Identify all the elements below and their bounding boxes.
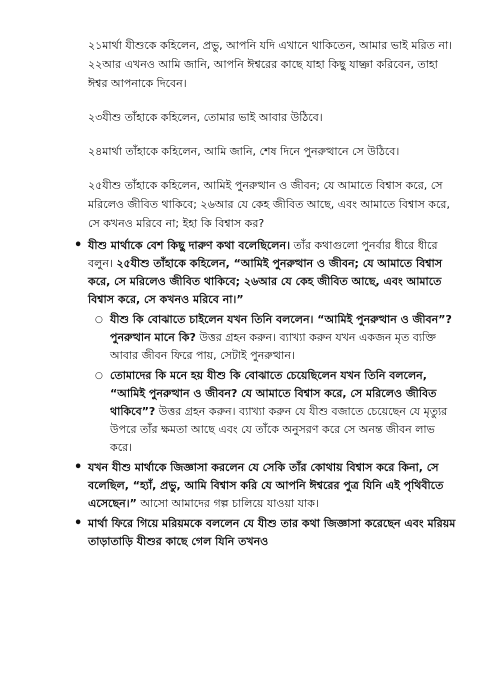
- bullet-item-2: [88, 459, 457, 513]
- sub-item-1: [110, 311, 457, 365]
- sub-1-question: যীশু কি বোঝাতে চাইলেন যখন তিনি বললেন। “আমিই পুনরুত্থান ও জীবন”? পুনরুত্থান মানে কি?: [110, 313, 452, 344]
- verse-paragraph-25-26: ২৫যীশু তাঁহাকে কহিলেন, আমিই পুনরুত্থান ও জীবন; যে আমাতে বিশ্বাস করে, সে মরিলেও জীবিত থাকিবে; ২৬আর যে কেহ জীবিত আছে, এবং আমাতে বিশ্বাস করে, সে কখনও মরিবে না; ইহা কি বিশ্বাস কর?: [88, 179, 450, 230]
- bullet-2-normal: আসো আমাদের গল্প চালিয়ে যাওয়া যাক।: [136, 497, 319, 510]
- sub-1-answer: উত্তর গ্রহন করুন। ব্যাখ্যা করুন যখন একজন মৃত ব্যক্তি আবার জীবন ফিরে পায়, সেটাই পুনরুত্থান।: [110, 331, 436, 362]
- sub-2-answer: উত্তর গ্রহন করুন। ব্যাখ্যা করুন যে যীশু বজাতে চেয়েছেন যে মৃত্যুর উপরে তাঁর ক্ষমতা আছে এবং যে তাঁকে অনুসরণ করে সে অনন্ত জীবন লাভ করে।: [110, 405, 448, 454]
- sub-2-question: তোমাদের কি মনে হয় যীশু কি বোঝাতে চেয়েছিলেন যখন তিনি বললেন, “আমিই পুনরুত্থান ও জীবন? যে আমাতে বিশ্বাস করে, সে মরিলেও জীবিত থাকিবে”?: [110, 369, 437, 418]
- verse-paragraph-23: ২৩যীশু তাঁহাকে কহিলেন, তোমার ভাই আবার উঠিবে।: [88, 111, 323, 124]
- verse-paragraph-24: ২৪মার্থা তাঁহাকে কহিলেন, আমি জানি, শেষ দিনে পুনরুত্থানে সে উঠিবে।: [88, 145, 400, 158]
- bullet-1-sub-list: [88, 311, 457, 457]
- bullet-1-bold-lead: যীশু মার্থাকে বেশ কিছু দারুণ কথা বলেছিলেন।: [88, 239, 290, 252]
- teaching-bullet-list: [88, 237, 457, 551]
- bullet-item-1: [88, 237, 457, 457]
- bullet-1-bold-quote: ২৫যীশু তাঁহাকে কহিলেন, “আমিই পুনরুত্থান ও জীবন; যে আমাতে বিশ্বাস করে, সে মরিলেও জীবিত থাকিবে; ২৬আর যে কেহ জীবিত আছে, এবং আমাতে বিশ্বাস করে, সে কখনও মরিবে না।”: [88, 257, 443, 306]
- bullet-3-bold-lead: মার্থা ফিরে গিয়ে মরিয়মকে বললেন যে যীশু তার কথা জিজ্ঞাসা করেছেন এবং মরিয়ম তাড়াতাড়ি যীশুর কাছে গেল যিনি তখনও: [88, 517, 456, 548]
- sub-item-2: [110, 367, 457, 457]
- verse-paragraph-21-22: ২১মার্থা যীশুকে কহিলেন, প্রভু, আপনি যদি এখানে থাকিতেন, আমার ভাই মরিত না। ২২আর এখনও আমি জানি, আপনি ঈশ্বরের কাছে যাহা কিছু যাচ্ঞা করিবেন, তাহা ঈশ্বর আপনাকে দিবেন।: [88, 39, 453, 90]
- bullet-1-normal: তাঁর কথাগুলো পুনর্বার ধীরে ধীরে বলুন।: [88, 239, 438, 270]
- bullet-item-3: [88, 515, 457, 551]
- bullet-2-bold-lead: যখন যীশু মার্থাকে জিজ্ঞাসা করলেন যে সেকি তাঁর কোথায় বিশ্বাস করে কিনা, সে বলেছিল, “হ্যাঁ, প্রভু, আমি বিশ্বাস করি যে আপনি ঈশ্বরের পুত্র যিনি এই পৃথিবীতে এসেছেন।”: [88, 461, 444, 510]
